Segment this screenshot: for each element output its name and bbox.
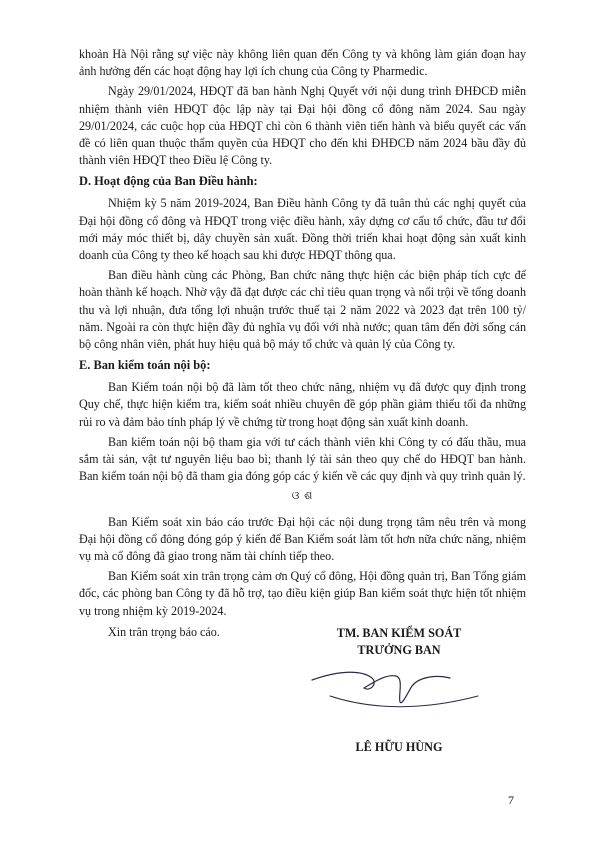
ornament-glyph: ଓ ଶ [291, 490, 314, 503]
closing-line: Xin trân trọng báo cáo. [108, 624, 220, 639]
signature-title-block [305, 625, 493, 659]
paragraph-resolution: Ngày 29/01/2024, HĐQT đã ban hành Nghị Quyết với nội dung trình ĐHĐCĐ miễn nhiệm thành viên HĐQT độc lập này tại Đại hội đồng cổ đông năm 2024. Sau ngày 29/01/2024, các cuộc họp của HĐQT chỉ còn 6 thành viên tiến hành và biểu quyết các vấn đề có liên quan thuộc thẩm quyền của HĐQT cho đến khi ĐHĐCĐ năm 2024 bầu đầy đủ thành viên HĐQT theo Điều lệ Công ty. [79, 84, 526, 168]
body-text [79, 46, 526, 644]
signer-name: LÊ HỮU HÙNG [355, 740, 443, 754]
paragraph-report-summary: Ban Kiểm soát xin báo cáo trước Đại hội các nội dung trọng tâm nêu trên và mong Đại hội đồng cổ đông đóng góp ý kiến để Ban Kiểm soát làm tốt hơn nữa chức năng, nhiệm vụ mà cổ đông đã giao trong năm tài chính tiếp theo. [79, 514, 526, 564]
handwritten-signature [300, 662, 500, 722]
signature-org: TM. BAN KIỂM SOÁT [336, 626, 462, 640]
paragraph-executive-results: Ban điều hành cùng các Phòng, Ban chức năng thực hiện các biện pháp tích cực để hoàn thành kế hoạch. Nhờ vậy đã đạt được các chỉ tiêu quan trọng và nổi trội về tổng doanh thu và lợi nhuận, đưa tổng lợi nhuận trước thuế tại 2 năm 2022 và 2023 đạt trên 100 tỷ/ năm. Ngoài ra còn thực hiện đầy đủ nghĩa vụ đối với nhà nước; quan tâm đến đời sống cán bộ công nhân viên, phát huy hiệu quả bộ máy tổ chức và quản lý của Công ty. [79, 268, 526, 352]
signature-role: TRƯỞNG BAN [357, 643, 441, 657]
ornament-divider [79, 488, 526, 505]
paragraph-audit-duties: Ban Kiểm toán nội bộ đã làm tốt theo chức năng, nhiệm vụ đã được quy định trong Quy chế, thực hiện kiểm tra, kiểm soát nhiều chuyên đề góp phần giảm thiểu tối đa những rủi ro và đảm bảo tính pháp lý về chứng từ trong hoạt động sản xuất kinh doanh. [79, 380, 526, 429]
paragraph-executive-term: Nhiệm kỳ 5 năm 2019-2024, Ban Điều hành Công ty đã tuân thủ các nghị quyết của Đại hội đồng cổ đông và HĐQT trong việc điều hành, xây dựng cơ cấu tổ chức, đầu tư đổi mới máy móc thiết bị, dây chuyền sản xuất. Đồng thời triển khai hoạt động sản xuất kinh doanh của Công ty theo kế hoạch sau khi được HĐQT thông qua. [79, 196, 526, 263]
page-number: 7 [508, 793, 514, 807]
section-heading-d: D. Hoạt động của Ban Điều hành: [79, 174, 258, 189]
paragraph-continuation: khoản Hà Nội rằng sự việc này không liên quan đến Công ty và không làm gián đoạn hay ảnh hưởng đến các hoạt động hay lợi ích chung của Công ty Pharmedic. [79, 47, 526, 79]
paragraph-thanks: Ban Kiểm soát xin trân trọng cảm ơn Quý cổ đông, Hội đồng quản trị, Ban Tổng giám đốc, các phòng ban Công ty đã hỗ trợ, tạo điều kiện giúp Ban kiểm soát thực hiện tốt nhiệm vụ trong nhiệm kỳ 2019-2024. [79, 569, 526, 618]
section-heading-e: E. Ban kiểm toán nội bộ: [79, 358, 211, 373]
paragraph-audit-participation: Ban kiểm toán nội bộ tham gia với tư cách thành viên khi Công ty có đấu thầu, mua sắm tài sản, vật tư nguyên liệu bao bì; thanh lý tài sản theo quy chế do HĐQT ban hành. Ban kiểm toán nội bộ đã tham gia đóng góp các ý kiến về các quy định và quy trình quản lý. [79, 434, 526, 484]
